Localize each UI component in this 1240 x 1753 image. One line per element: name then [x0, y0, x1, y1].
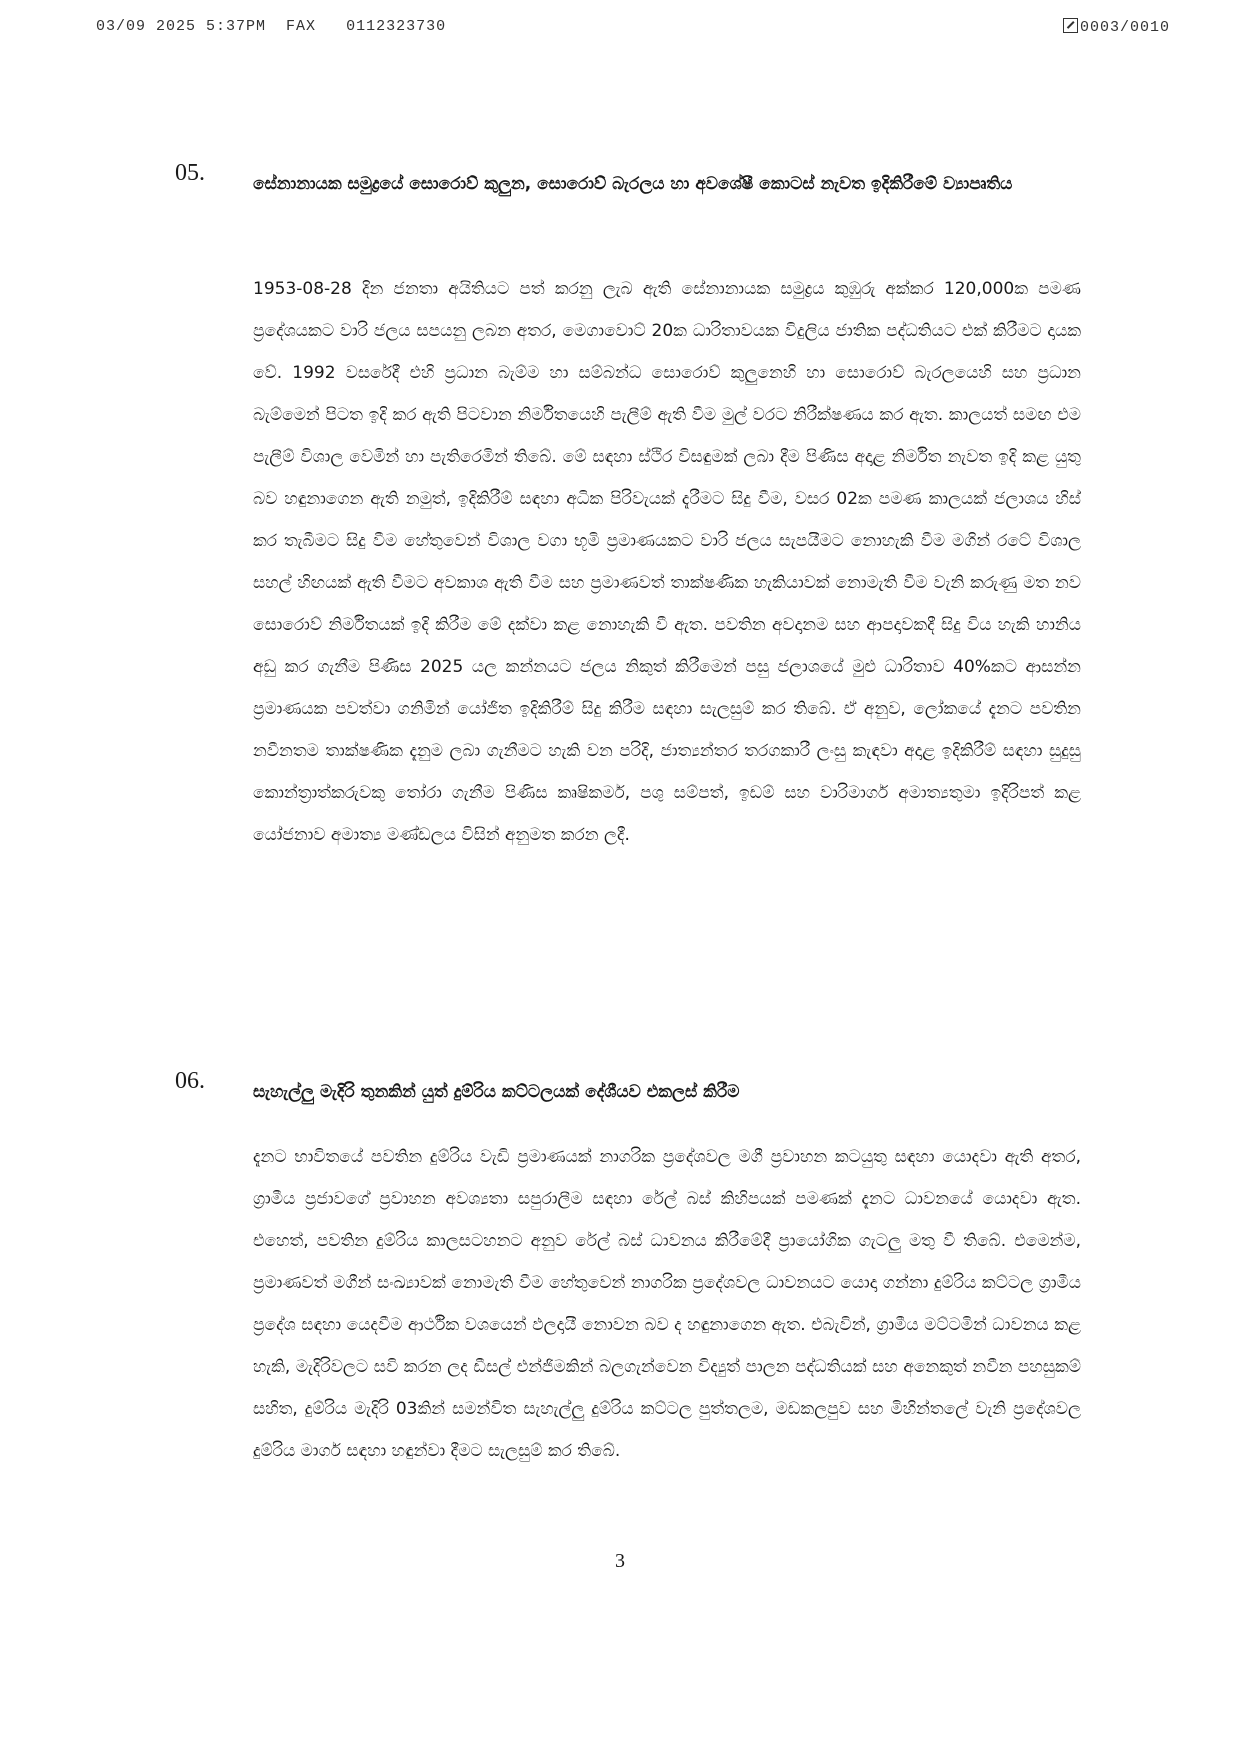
fax-page-icon — [1063, 18, 1078, 33]
section-body: දැනට භාවිතයේ පවතින දුම්රිය වැඩි ප්‍රමාණයක් නාගරික ප්‍රදේශවල මගී ප්‍රවාහන කටයුතු සඳහා යොදවා ඇති අතර, ග්‍රාමීය ප්‍රජාවගේ ප්‍රවාහන අවශ්‍යතා සපුරාලීම සඳහා රේල් බස් කිහිපයක් පමණක් දැනට ධාවනයේ යොදවා ඇත. එහෙත්, පවතින දුම්රිය කාලසටහනට අනුව රේල් බස් ධාවනය කිරීමේදී ප්‍රායෝගික ගැටලු මතු වී තිබේ. එමෙන්ම, ප්‍රමාණවත් මගීන් සංඛ්‍යාවක් නොමැති වීම හේතුවෙන් නාගරික ප්‍රදේශවල ධාවනයට යොදා ගන්නා දුම්රිය කට්ටල ග්‍රාමීය ප්‍රදේශ සඳහා යෙදවීම ආර්ථික වශයෙන් ඵලදායී නොවන බව ද හඳුනාගෙන ඇත. එබැවින්, ග්‍රාමීය මට්ටමින් ධාවනය කළ හැකි, මැදිරිවලට සවි කරන ලද ඩීසල් එන්ජිමකින් බලගැන්වෙන විද්‍යුත් පාලන පද්ධතියක් සහ අනෙකුත් නවීන පහසුකම් සහිත, දුම්රිය මැදිරි 03කින් සමන්විත සැහැල්ලු දුම්රිය කට්ටල පුත්තලම, මඩකලපුව සහ මිහින්තලේ වැනි ප්‍රදේශවල දුම්රිය මාර්ග සඳහා හඳුන්වා දීමට සැලසුම් කර තිබේ. — [253, 1147, 1081, 1461]
fax-number: 0112323730 — [346, 18, 447, 35]
section-body: 1953-08-28 දින ජනතා අයිතියට පත් කරනු ලැබ ඇති සේනානායක සමුද්‍රය කුඹුරු අක්කර 120,000ක පමණ ප්‍රදේශයකට වාරි ජලය සපයනු ලබන අතර, මෙගාවොට් 20ක ධාරිතාවයක විදුලිය ජාතික පද්ධතියට එක් කිරීමට දායක වේ. 1992 වසරේදී එහි ප්‍රධාන බැම්ම හා සම්බන්ධ සොරොව් කුලුනෙහි හා සොරොව් බැරලයෙහි සහ ප්‍රධාන බැම්මෙන් පිටත ඉදි කර ඇති පිටවාන නිර්මිතයෙහි පැලීම් ඇති වීම මුල් වරට නිරීක්ෂණය කර ඇත. කාලයත් සමඟ එම පැලීම් විශාල වෙමින් හා පැතිරෙමින් තිබේ. මේ සඳහා ස්ථිර විසඳුමක් ලබා දීම පිණිස අදාළ නිර්මිත නැවත ඉදි කළ යුතු බව හඳුනාගෙන ඇති නමුත්, ඉදිකිරීම් සඳහා අධික පිරිවැයක් දැරීමට සිදු වීම, වසර 02ක පමණ කාලයක් ජලාශය හිස් කර තැබීමට සිදු වීම හේතුවෙන් විශාල වගා භූමි ප්‍රමාණයකට වාරි ජලය සැපයීමට නොහැකි වීම මගින් රටේ විශාල සහල් හිඟයක් ඇති වීමට අවකාශ ඇති වීම සහ ප්‍රමාණවත් තාක්ෂණික හැකියාවක් නොමැති වීම වැනි කරුණු මත නව සොරොව් නිර්මිතයක් ඉදි කිරීම මේ දක්වා කළ නොහැකි වී ඇත. පවතින අවදානම සහ ආපදාවකදී සිදු විය හැකි හානිය අඩු කර ගැනීම පිණිස 2025 යල කන්නයට ජලය නිකුත් කිරීමෙන් පසු ජලාශයේ මුළු ධාරිතාව 40%කට ආසන්න ප්‍රමාණයක පවත්වා ගනිමින් යෝජිත ඉදිකිරීම් සිදු කිරීම සඳහා සැලසුම් කර තිබේ. ඒ අනුව, ලෝකයේ දැනට පවතින නවීනතම තාක්ෂණික දැනුම ලබා ගැනීමට හැකි වන පරිදි, ජාත්‍යන්තර තරගකාරී ලංසු කැඳවා අදාළ ඉදිකිරීම් සඳහා සුදුසු කොන්ත්‍රාත්කරුවකු තෝරා ගැනීම පිණිස කෘෂිකර්ම, පශු සම්පත්, ඉඩම් සහ වාරිමාර්ග අමාත්‍යතුමා ඉදිරිපත් කළ යෝජනාව අමාත්‍ය මණ්ඩලය විසින් අනුමත කරන ලදී. — [253, 279, 1081, 845]
section-number: 06. — [175, 1068, 205, 1094]
fax-header-right — [1063, 18, 1170, 36]
section-title: සැහැල්ලු මැදිරි තුනකින් යුත් දුම්රිය කට්ටලයක් දේශීයව එකලස් කිරීම — [253, 1082, 740, 1102]
fax-page-info: 0003/0010 — [1079, 19, 1170, 36]
fax-date-time: 03/09 2025 5:37PM — [96, 18, 267, 35]
page-number: 3 — [615, 1550, 625, 1572]
fax-header — [96, 18, 1170, 40]
fax-label: FAX — [286, 18, 317, 35]
fax-header-left — [96, 18, 446, 35]
section-number: 05. — [175, 160, 205, 186]
section-title: සේනානායක සමුද්‍රයේ සොරොව් කුලුන, සොරොව් බැරලය හා අවශේෂී කොටස් නැවත ඉදිකිරීමේ ව්‍යාපෘතිය — [253, 174, 1013, 194]
